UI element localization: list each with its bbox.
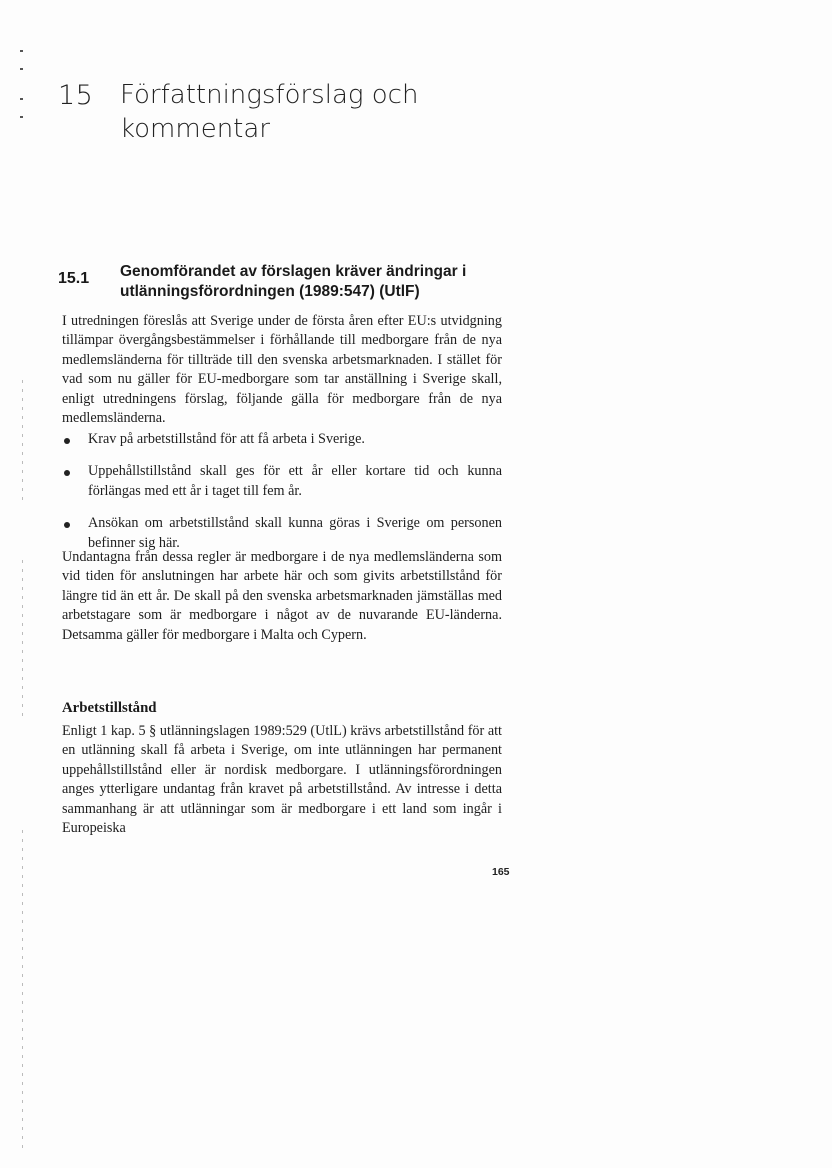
- intro-paragraph: I utredningen föreslås att Sverige under de första åren efter EU:s utvidgning tillämpar övergångsbestämmelser i förhållande till medborgare från de nya medlemsländerna för tillträde till den svenska arbetsmarknaden. I stället för vad som nu gäller för EU-medborgare som tar anställning i Sverige skall, enligt utredningens förslag, följande gälla för medborgare från de nya medlemsländerna.: [62, 313, 502, 427]
- work-permit-paragraph: Enligt 1 kap. 5 § utlänningslagen 1989:529 (UtlL) krävs arbetstillstånd för att en utlänning skall få arbeta i Sverige, om inte utlänningen har permanent uppehållstillstånd eller är nordisk medborgare. I utlänningsförordningen anges ytterligare undantag från kravet på arbetstillstånd. Av intresse i detta sammanhang är att utlänningar som är medborgare i ett land som ingår i Europeiska: [62, 723, 502, 837]
- section-title: Genomförandet av förslagen kräver ändringar i utlänningsförordningen (1989:547) (UtlF): [120, 263, 467, 300]
- scan-mark: [20, 50, 23, 52]
- subsection-heading: Arbetstillstånd: [62, 700, 157, 716]
- list-item-text: Ansökan om arbetstillstånd skall kunna göras i Sverige om personen befinner sig här.: [88, 515, 502, 551]
- scan-mark: [20, 68, 23, 70]
- scan-edge-line: [22, 560, 23, 720]
- scan-edge-line: [22, 380, 23, 500]
- scan-mark: [20, 116, 23, 118]
- list-item-text: Uppehållstillstånd skall ges för ett år eller kortare tid och kunna förlängas med ett år i taget till fem år.: [88, 463, 502, 499]
- bullet-icon: [64, 522, 70, 528]
- exceptions-paragraph: Undantagna från dessa regler är medborgare i de nya medlemsländerna som vid tiden för anslutningen har arbete här och som givits arbetstillstånd för längre tid än ett år. De skall på den svenska arbetsmarknaden jämställas med arbetstagare som är medborgare i något av de nuvarande EU-länderna. Detsamma gäller för medborgare i Malta och Cypern.: [62, 549, 502, 643]
- scan-mark: [20, 98, 23, 100]
- list-item: [62, 430, 502, 449]
- chapter-title: Författningsförslag och kommentar: [120, 80, 419, 144]
- list-item-text: Krav på arbetstillstånd för att få arbeta i Sverige.: [88, 431, 365, 447]
- requirements-list: [62, 430, 502, 566]
- page-number: 165: [492, 866, 510, 878]
- list-item: [62, 462, 502, 501]
- bullet-icon: [64, 470, 70, 476]
- scan-edge-line: [22, 830, 23, 1150]
- chapter-number: 15: [58, 80, 94, 111]
- section-number: 15.1: [58, 270, 90, 287]
- bullet-icon: [64, 438, 70, 444]
